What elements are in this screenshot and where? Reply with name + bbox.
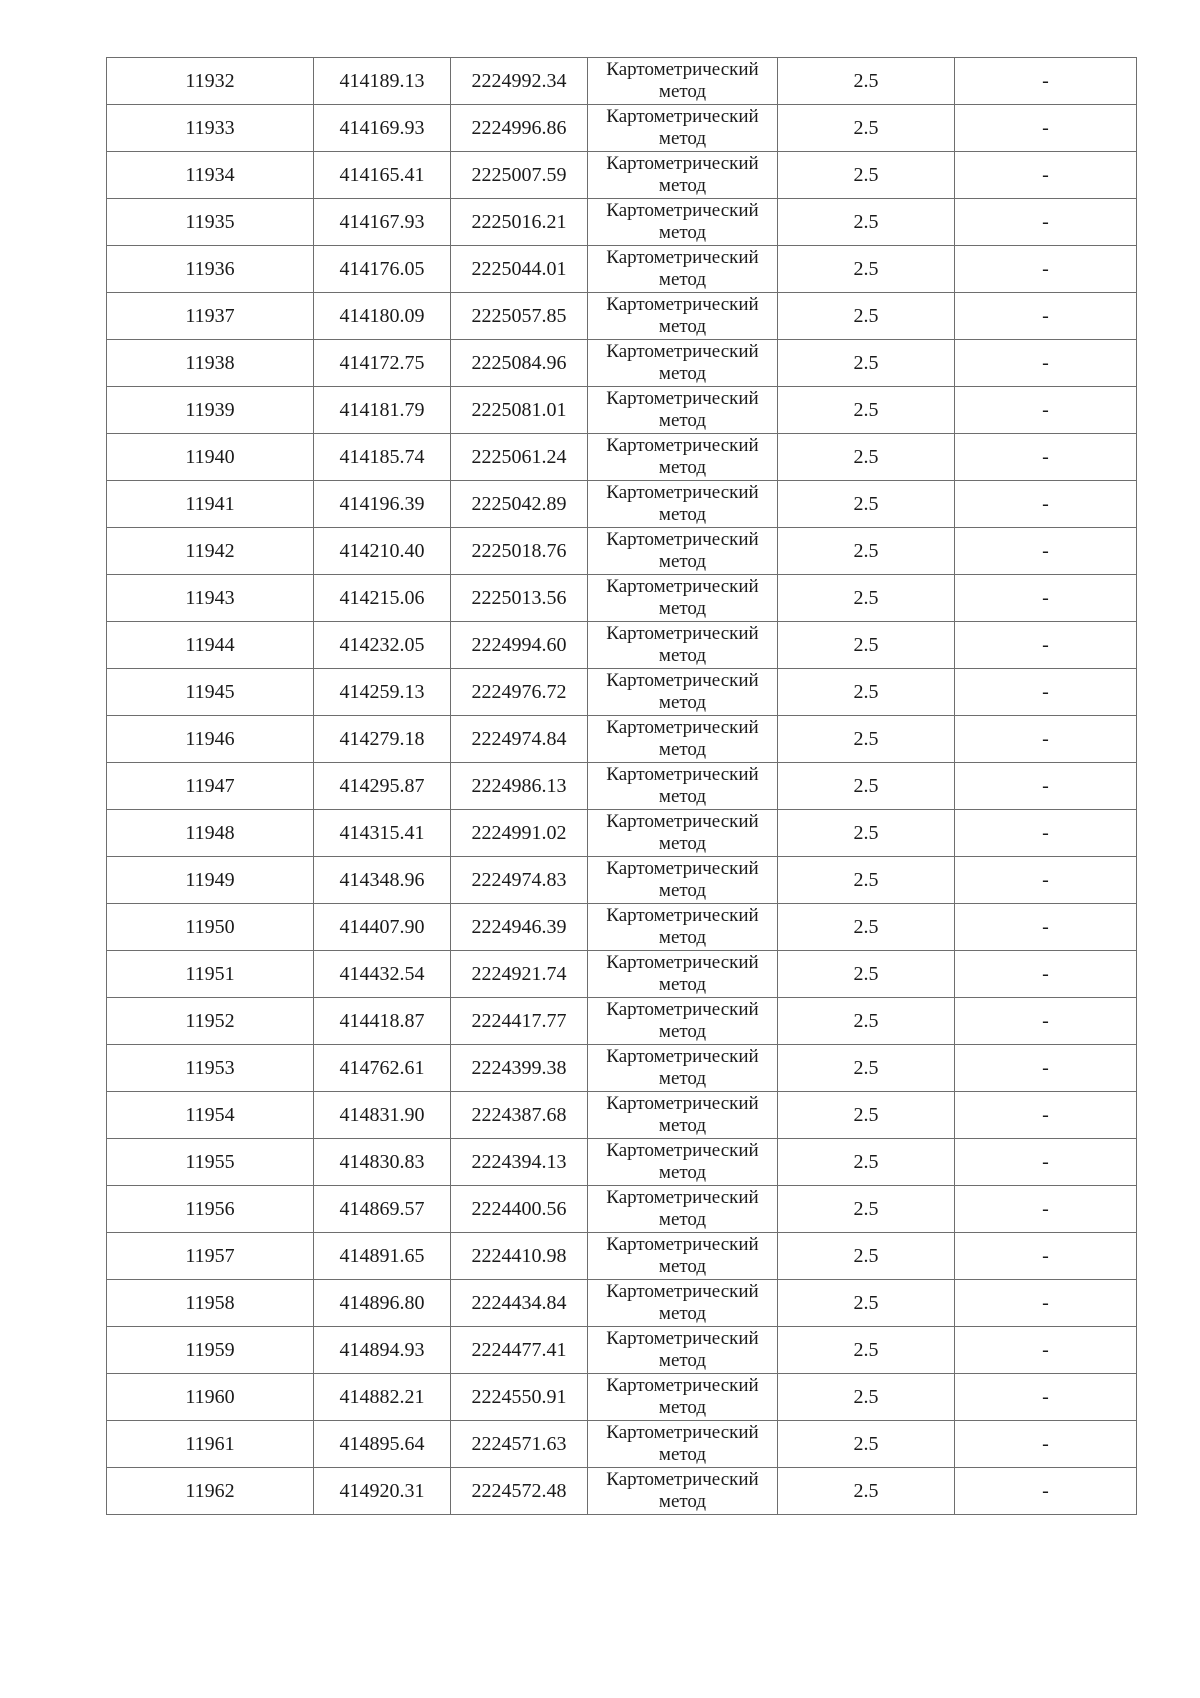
point-number-cell: 11949 [107, 857, 314, 904]
note-cell: - [955, 152, 1137, 199]
y-coordinate-cell: 2225007.59 [451, 152, 588, 199]
note-cell: - [955, 528, 1137, 575]
point-number-cell: 11959 [107, 1327, 314, 1374]
method-cell: Картометрический метод [588, 1092, 778, 1139]
point-number-cell: 11950 [107, 904, 314, 951]
point-number-cell: 11948 [107, 810, 314, 857]
note-cell: - [955, 293, 1137, 340]
method-cell: Картометрический метод [588, 669, 778, 716]
y-coordinate-cell: 2225044.01 [451, 246, 588, 293]
accuracy-cell: 2.5 [778, 904, 955, 951]
x-coordinate-cell: 414172.75 [314, 340, 451, 387]
point-number-cell: 11956 [107, 1186, 314, 1233]
y-coordinate-cell: 2224992.34 [451, 58, 588, 105]
coordinates-table-body [107, 58, 1137, 1515]
x-coordinate-cell: 414920.31 [314, 1468, 451, 1515]
y-coordinate-cell: 2224399.38 [451, 1045, 588, 1092]
method-cell: Картометрический метод [588, 105, 778, 152]
x-coordinate-cell: 414418.87 [314, 998, 451, 1045]
y-coordinate-cell: 2224991.02 [451, 810, 588, 857]
method-cell: Картометрический метод [588, 575, 778, 622]
x-coordinate-cell: 414432.54 [314, 951, 451, 998]
x-coordinate-cell: 414165.41 [314, 152, 451, 199]
method-cell: Картометрический метод [588, 857, 778, 904]
accuracy-cell: 2.5 [778, 246, 955, 293]
x-coordinate-cell: 414895.64 [314, 1421, 451, 1468]
point-number-cell: 11953 [107, 1045, 314, 1092]
table-row [107, 152, 1137, 199]
point-number-cell: 11937 [107, 293, 314, 340]
table-row [107, 1045, 1137, 1092]
note-cell: - [955, 998, 1137, 1045]
x-coordinate-cell: 414831.90 [314, 1092, 451, 1139]
method-cell: Картометрический метод [588, 293, 778, 340]
table-row [107, 1092, 1137, 1139]
accuracy-cell: 2.5 [778, 1186, 955, 1233]
accuracy-cell: 2.5 [778, 1233, 955, 1280]
point-number-cell: 11947 [107, 763, 314, 810]
point-number-cell: 11943 [107, 575, 314, 622]
point-number-cell: 11962 [107, 1468, 314, 1515]
y-coordinate-cell: 2224417.77 [451, 998, 588, 1045]
note-cell: - [955, 669, 1137, 716]
accuracy-cell: 2.5 [778, 58, 955, 105]
point-number-cell: 11951 [107, 951, 314, 998]
note-cell: - [955, 575, 1137, 622]
table-row [107, 857, 1137, 904]
method-cell: Картометрический метод [588, 199, 778, 246]
y-coordinate-cell: 2225013.56 [451, 575, 588, 622]
y-coordinate-cell: 2225042.89 [451, 481, 588, 528]
method-cell: Картометрический метод [588, 481, 778, 528]
table-row [107, 904, 1137, 951]
point-number-cell: 11933 [107, 105, 314, 152]
table-row [107, 575, 1137, 622]
table-row [107, 1280, 1137, 1327]
note-cell: - [955, 951, 1137, 998]
accuracy-cell: 2.5 [778, 199, 955, 246]
point-number-cell: 11954 [107, 1092, 314, 1139]
y-coordinate-cell: 2224571.63 [451, 1421, 588, 1468]
y-coordinate-cell: 2224994.60 [451, 622, 588, 669]
note-cell: - [955, 622, 1137, 669]
method-cell: Картометрический метод [588, 1374, 778, 1421]
accuracy-cell: 2.5 [778, 152, 955, 199]
point-number-cell: 11945 [107, 669, 314, 716]
point-number-cell: 11957 [107, 1233, 314, 1280]
note-cell: - [955, 1327, 1137, 1374]
method-cell: Картометрический метод [588, 998, 778, 1045]
accuracy-cell: 2.5 [778, 1374, 955, 1421]
y-coordinate-cell: 2224410.98 [451, 1233, 588, 1280]
y-coordinate-cell: 2224946.39 [451, 904, 588, 951]
table-row [107, 622, 1137, 669]
x-coordinate-cell: 414176.05 [314, 246, 451, 293]
x-coordinate-cell: 414315.41 [314, 810, 451, 857]
y-coordinate-cell: 2224974.84 [451, 716, 588, 763]
note-cell: - [955, 246, 1137, 293]
note-cell: - [955, 1186, 1137, 1233]
y-coordinate-cell: 2224974.83 [451, 857, 588, 904]
note-cell: - [955, 763, 1137, 810]
accuracy-cell: 2.5 [778, 387, 955, 434]
table-row [107, 669, 1137, 716]
x-coordinate-cell: 414181.79 [314, 387, 451, 434]
x-coordinate-cell: 414196.39 [314, 481, 451, 528]
y-coordinate-cell: 2225057.85 [451, 293, 588, 340]
point-number-cell: 11935 [107, 199, 314, 246]
note-cell: - [955, 857, 1137, 904]
x-coordinate-cell: 414896.80 [314, 1280, 451, 1327]
point-number-cell: 11934 [107, 152, 314, 199]
method-cell: Картометрический метод [588, 1045, 778, 1092]
table-row [107, 1186, 1137, 1233]
note-cell: - [955, 481, 1137, 528]
table-row [107, 105, 1137, 152]
note-cell: - [955, 810, 1137, 857]
note-cell: - [955, 1374, 1137, 1421]
x-coordinate-cell: 414167.93 [314, 199, 451, 246]
accuracy-cell: 2.5 [778, 575, 955, 622]
note-cell: - [955, 199, 1137, 246]
y-coordinate-cell: 2224550.91 [451, 1374, 588, 1421]
method-cell: Картометрический метод [588, 528, 778, 575]
table-row [107, 1374, 1137, 1421]
x-coordinate-cell: 414232.05 [314, 622, 451, 669]
method-cell: Картометрический метод [588, 622, 778, 669]
accuracy-cell: 2.5 [778, 951, 955, 998]
table-row [107, 1468, 1137, 1515]
accuracy-cell: 2.5 [778, 434, 955, 481]
point-number-cell: 11961 [107, 1421, 314, 1468]
accuracy-cell: 2.5 [778, 1468, 955, 1515]
note-cell: - [955, 1421, 1137, 1468]
method-cell: Картометрический метод [588, 716, 778, 763]
table-row [107, 716, 1137, 763]
accuracy-cell: 2.5 [778, 857, 955, 904]
table-row [107, 1327, 1137, 1374]
note-cell: - [955, 340, 1137, 387]
x-coordinate-cell: 414189.13 [314, 58, 451, 105]
accuracy-cell: 2.5 [778, 1421, 955, 1468]
y-coordinate-cell: 2224572.48 [451, 1468, 588, 1515]
y-coordinate-cell: 2224921.74 [451, 951, 588, 998]
accuracy-cell: 2.5 [778, 1045, 955, 1092]
note-cell: - [955, 904, 1137, 951]
point-number-cell: 11952 [107, 998, 314, 1045]
note-cell: - [955, 434, 1137, 481]
point-number-cell: 11941 [107, 481, 314, 528]
x-coordinate-cell: 414891.65 [314, 1233, 451, 1280]
method-cell: Картометрический метод [588, 434, 778, 481]
y-coordinate-cell: 2224400.56 [451, 1186, 588, 1233]
method-cell: Картометрический метод [588, 58, 778, 105]
point-number-cell: 11940 [107, 434, 314, 481]
note-cell: - [955, 1139, 1137, 1186]
accuracy-cell: 2.5 [778, 293, 955, 340]
accuracy-cell: 2.5 [778, 998, 955, 1045]
method-cell: Картометрический метод [588, 1186, 778, 1233]
table-row [107, 763, 1137, 810]
y-coordinate-cell: 2224986.13 [451, 763, 588, 810]
method-cell: Картометрический метод [588, 1139, 778, 1186]
y-coordinate-cell: 2224996.86 [451, 105, 588, 152]
y-coordinate-cell: 2225081.01 [451, 387, 588, 434]
accuracy-cell: 2.5 [778, 1139, 955, 1186]
point-number-cell: 11938 [107, 340, 314, 387]
accuracy-cell: 2.5 [778, 669, 955, 716]
table-row [107, 1233, 1137, 1280]
note-cell: - [955, 58, 1137, 105]
method-cell: Картометрический метод [588, 951, 778, 998]
note-cell: - [955, 387, 1137, 434]
method-cell: Картометрический метод [588, 810, 778, 857]
point-number-cell: 11946 [107, 716, 314, 763]
table-row [107, 340, 1137, 387]
x-coordinate-cell: 414215.06 [314, 575, 451, 622]
x-coordinate-cell: 414279.18 [314, 716, 451, 763]
y-coordinate-cell: 2224387.68 [451, 1092, 588, 1139]
x-coordinate-cell: 414295.87 [314, 763, 451, 810]
method-cell: Картометрический метод [588, 246, 778, 293]
point-number-cell: 11932 [107, 58, 314, 105]
point-number-cell: 11944 [107, 622, 314, 669]
method-cell: Картометрический метод [588, 387, 778, 434]
x-coordinate-cell: 414259.13 [314, 669, 451, 716]
y-coordinate-cell: 2225061.24 [451, 434, 588, 481]
note-cell: - [955, 1092, 1137, 1139]
x-coordinate-cell: 414180.09 [314, 293, 451, 340]
x-coordinate-cell: 414169.93 [314, 105, 451, 152]
accuracy-cell: 2.5 [778, 481, 955, 528]
y-coordinate-cell: 2224976.72 [451, 669, 588, 716]
table-row [107, 528, 1137, 575]
table-row [107, 199, 1137, 246]
method-cell: Картометрический метод [588, 904, 778, 951]
table-row [107, 481, 1137, 528]
y-coordinate-cell: 2224394.13 [451, 1139, 588, 1186]
point-number-cell: 11939 [107, 387, 314, 434]
method-cell: Картометрический метод [588, 1280, 778, 1327]
point-number-cell: 11955 [107, 1139, 314, 1186]
accuracy-cell: 2.5 [778, 1092, 955, 1139]
point-number-cell: 11936 [107, 246, 314, 293]
table-row [107, 58, 1137, 105]
note-cell: - [955, 1045, 1137, 1092]
accuracy-cell: 2.5 [778, 716, 955, 763]
y-coordinate-cell: 2224477.41 [451, 1327, 588, 1374]
table-row [107, 246, 1137, 293]
x-coordinate-cell: 414210.40 [314, 528, 451, 575]
method-cell: Картометрический метод [588, 1327, 778, 1374]
note-cell: - [955, 1233, 1137, 1280]
method-cell: Картометрический метод [588, 763, 778, 810]
table-row [107, 434, 1137, 481]
note-cell: - [955, 716, 1137, 763]
coordinates-table [106, 57, 1137, 1515]
accuracy-cell: 2.5 [778, 810, 955, 857]
y-coordinate-cell: 2224434.84 [451, 1280, 588, 1327]
table-row [107, 1421, 1137, 1468]
accuracy-cell: 2.5 [778, 105, 955, 152]
table-row [107, 387, 1137, 434]
y-coordinate-cell: 2225084.96 [451, 340, 588, 387]
method-cell: Картометрический метод [588, 1468, 778, 1515]
x-coordinate-cell: 414348.96 [314, 857, 451, 904]
method-cell: Картометрический метод [588, 1421, 778, 1468]
accuracy-cell: 2.5 [778, 1280, 955, 1327]
x-coordinate-cell: 414185.74 [314, 434, 451, 481]
method-cell: Картометрический метод [588, 340, 778, 387]
accuracy-cell: 2.5 [778, 763, 955, 810]
x-coordinate-cell: 414894.93 [314, 1327, 451, 1374]
table-row [107, 951, 1137, 998]
accuracy-cell: 2.5 [778, 622, 955, 669]
accuracy-cell: 2.5 [778, 528, 955, 575]
point-number-cell: 11958 [107, 1280, 314, 1327]
note-cell: - [955, 1468, 1137, 1515]
x-coordinate-cell: 414407.90 [314, 904, 451, 951]
x-coordinate-cell: 414830.83 [314, 1139, 451, 1186]
point-number-cell: 11942 [107, 528, 314, 575]
x-coordinate-cell: 414882.21 [314, 1374, 451, 1421]
note-cell: - [955, 1280, 1137, 1327]
table-row [107, 998, 1137, 1045]
method-cell: Картометрический метод [588, 152, 778, 199]
table-row [107, 1139, 1137, 1186]
y-coordinate-cell: 2225016.21 [451, 199, 588, 246]
x-coordinate-cell: 414762.61 [314, 1045, 451, 1092]
accuracy-cell: 2.5 [778, 1327, 955, 1374]
point-number-cell: 11960 [107, 1374, 314, 1421]
x-coordinate-cell: 414869.57 [314, 1186, 451, 1233]
table-row [107, 293, 1137, 340]
y-coordinate-cell: 2225018.76 [451, 528, 588, 575]
table-row [107, 810, 1137, 857]
accuracy-cell: 2.5 [778, 340, 955, 387]
method-cell: Картометрический метод [588, 1233, 778, 1280]
note-cell: - [955, 105, 1137, 152]
